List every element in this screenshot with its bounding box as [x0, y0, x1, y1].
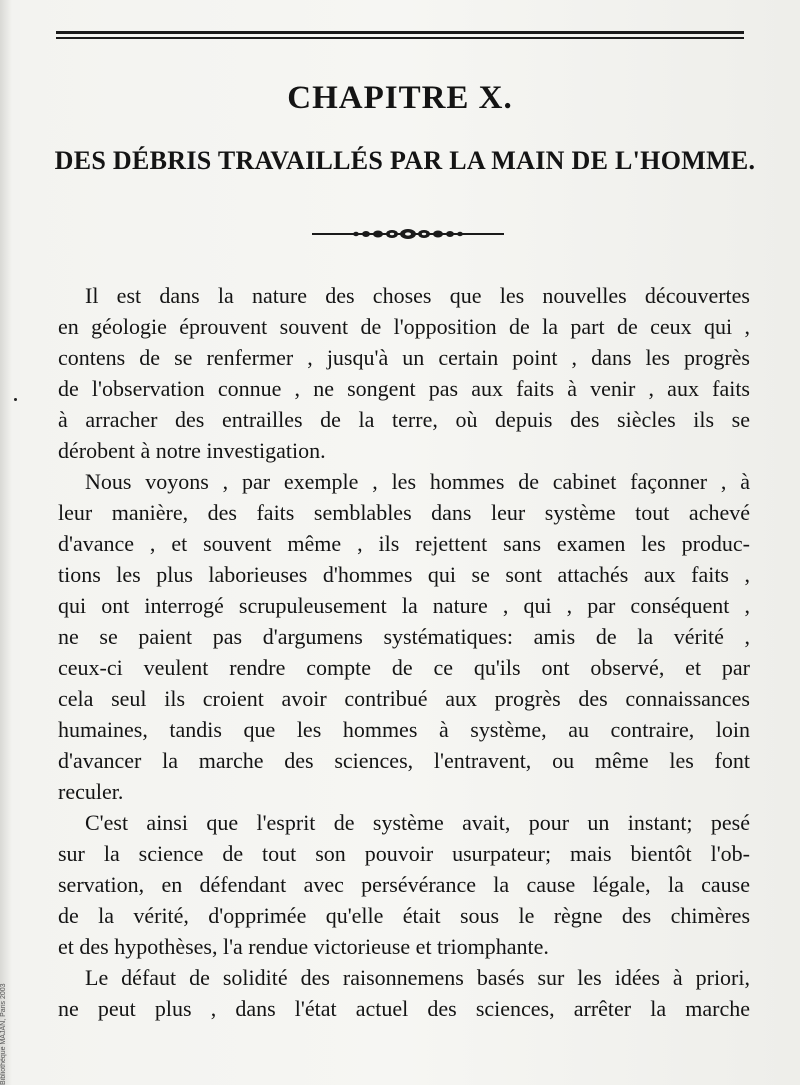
text-line: humaines, tandis que les hommes à système, au contraire, loin — [58, 717, 750, 742]
text-line: Nous voyons , par exemple , les hommes de cabinet façonner , à — [85, 469, 750, 494]
text-line: ne se paient pas d'argumens systématiques: amis de la vérité , — [58, 624, 750, 649]
chapter-title: DES DÉBRIS TRAVAILLÉS PAR LA MAIN DE L'HOMME. — [54, 146, 756, 175]
page-body-text — [58, 280, 750, 1024]
text-line: Il est dans la nature des choses que les nouvelles découvertes — [85, 283, 750, 308]
text-line: qui ont interrogé scrupuleusement la nature , qui , par conséquent , — [58, 593, 750, 618]
header-rule-thin — [56, 37, 744, 39]
text-line: dérobent à notre investigation. — [58, 438, 326, 463]
header-rule-thick — [56, 31, 744, 34]
text-line: d'avancer la marche des sciences, l'entravent, ou même les font — [58, 748, 750, 773]
text-line: et des hypothèses, l'a rendue victorieuse et triomphante. — [58, 934, 549, 959]
text-line: à arracher des entrailles de la terre, où depuis des siècles ils se — [58, 407, 750, 432]
text-line: d'avance , et souvent même , ils rejettent sans examen les produc- — [58, 531, 750, 556]
text-line: servation, en défendant avec persévérance la cause légale, la cause — [58, 872, 750, 897]
library-margin-note: Bibliothèque MAJAN, Paris 2003 — [0, 983, 7, 1085]
chapter-heading: CHAPITRE X. — [287, 80, 513, 116]
margin-mark — [14, 398, 17, 401]
text-line: contens de se renfermer , jusqu'à un certain point , dans les progrès — [58, 345, 750, 370]
text-line: reculer. — [58, 779, 124, 804]
text-line: de l'observation connue , ne songent pas aux faits à venir , aux faits — [58, 376, 750, 401]
text-line: tions les plus laborieuses d'hommes qui se sont attachés aux faits , — [58, 562, 750, 587]
text-line: ne peut plus , dans l'état actuel des sciences, arrêter la marche — [58, 996, 750, 1021]
text-line: leur manière, des faits semblables dans leur système tout achevé — [58, 500, 750, 525]
text-line: en géologie éprouvent souvent de l'opposition de la part de ceux qui , — [58, 314, 750, 339]
text-line: sur la science de tout son pouvoir usurpateur; mais bientôt l'ob- — [58, 841, 750, 866]
text-line: Le défaut de solidité des raisonnemens basés sur les idées à priori, — [85, 965, 750, 990]
ornament-icon — [312, 226, 504, 242]
text-line: ceux-ci veulent rendre compte de ce qu'ils ont observé, et par — [58, 655, 750, 680]
text-line: cela seul ils croient avoir contribué aux progrès des connaissances — [58, 686, 750, 711]
text-line: C'est ainsi que l'esprit de système avait, pour un instant; pesé — [85, 810, 750, 835]
text-line: de la vérité, d'opprimée qu'elle était sous le règne des chimères — [58, 903, 750, 928]
